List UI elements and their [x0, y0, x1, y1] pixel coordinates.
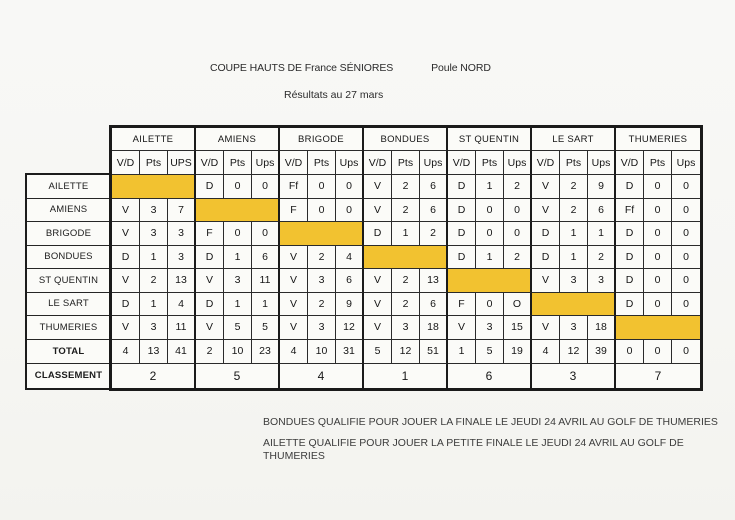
result-cell: 5 [224, 316, 252, 340]
result-cell: V [448, 316, 476, 340]
stat-subheader: Pts [476, 151, 504, 175]
result-cell: 3 [392, 316, 420, 340]
result-cell: 3 [560, 316, 588, 340]
result-cell: 0 [224, 175, 252, 199]
total-cell: 23 [252, 340, 280, 364]
result-cell: 2 [392, 293, 420, 317]
result-cell: D [616, 269, 644, 293]
result-cell: V [532, 175, 560, 199]
result-cell: Ff [280, 175, 308, 199]
total-cell: 5 [476, 340, 504, 364]
stat-subheader: V/D [280, 151, 308, 175]
result-cell: V [196, 316, 224, 340]
row-label: LE SART [27, 293, 110, 317]
result-cell: 6 [420, 293, 448, 317]
total-cell: 31 [336, 340, 364, 364]
result-cell: 11 [252, 269, 280, 293]
results-date-subtitle: Résultats au 27 mars [284, 89, 384, 101]
result-cell: 0 [644, 246, 672, 270]
result-cell: 1 [224, 293, 252, 317]
result-cell: D [532, 246, 560, 270]
result-cell: 5 [252, 316, 280, 340]
total-cell: 2 [196, 340, 224, 364]
row-label: CLASSEMENT [34, 370, 103, 381]
result-cell: D [196, 175, 224, 199]
result-cell: 1 [476, 175, 504, 199]
result-cell: V [280, 269, 308, 293]
result-cell: 9 [588, 175, 616, 199]
total-cell: 0 [644, 340, 672, 364]
result-cell: 3 [588, 269, 616, 293]
result-cell: 3 [140, 316, 168, 340]
result-cell: 2 [420, 222, 448, 246]
result-cell: 1 [560, 222, 588, 246]
row-label: BONDUES [27, 246, 110, 270]
result-cell: V [364, 199, 392, 223]
result-cell: 3 [168, 222, 196, 246]
result-cell: D [532, 222, 560, 246]
team-column-header: BRIGODE [280, 128, 364, 151]
result-cell: V [196, 269, 224, 293]
result-cell: 0 [644, 199, 672, 223]
result-cell: 0 [336, 199, 364, 223]
result-cell: 2 [504, 246, 532, 270]
result-cell: 6 [420, 199, 448, 223]
self-match-cell [112, 175, 196, 199]
result-cell: F [196, 222, 224, 246]
total-cell: 10 [308, 340, 336, 364]
result-cell: 2 [560, 175, 588, 199]
result-cell: 3 [308, 316, 336, 340]
result-cell: V [112, 199, 140, 223]
result-cell: D [112, 246, 140, 270]
result-cell: 0 [336, 175, 364, 199]
result-cell: V [364, 316, 392, 340]
team-column-header: AMIENS [196, 128, 280, 151]
result-cell: V [280, 293, 308, 317]
page-title: COUPE HAUTS DE France SÉNIORES [210, 62, 394, 74]
result-cell: F [448, 293, 476, 317]
result-cell: 1 [252, 293, 280, 317]
result-cell: 0 [644, 269, 672, 293]
result-cell: 0 [672, 175, 700, 199]
result-cell: V [364, 269, 392, 293]
result-cell: 4 [168, 293, 196, 317]
qualification-note-finale: BONDUES QUALIFIE POUR JOUER LA FINALE LE JEUDI 24 AVRIL AU GOLF DE THUMERIES [263, 416, 718, 428]
total-cell: 0 [672, 340, 700, 364]
row-label-column [25, 173, 112, 390]
result-cell: V [364, 293, 392, 317]
result-cell: 0 [644, 222, 672, 246]
result-cell: 0 [644, 175, 672, 199]
result-cell: D [616, 222, 644, 246]
total-cell: 19 [504, 340, 532, 364]
result-cell: D [112, 293, 140, 317]
result-cell: D [616, 175, 644, 199]
result-cell: 0 [672, 293, 700, 317]
row-label: AILETTE [27, 175, 110, 199]
stat-subheader: Ups [504, 151, 532, 175]
result-cell: V [112, 222, 140, 246]
result-cell: D [616, 246, 644, 270]
result-cell: 0 [308, 175, 336, 199]
result-cell: D [616, 293, 644, 317]
result-cell: 18 [420, 316, 448, 340]
result-cell: D [448, 199, 476, 223]
team-column-header: ST QUENTIN [448, 128, 532, 151]
result-cell: 1 [476, 246, 504, 270]
result-cell: D [448, 175, 476, 199]
result-cell: 1 [224, 246, 252, 270]
result-cell: 13 [168, 269, 196, 293]
result-cell: 15 [504, 316, 532, 340]
result-cell: 6 [252, 246, 280, 270]
result-cell: 3 [308, 269, 336, 293]
classement-cell: 4 [280, 364, 364, 388]
result-cell: 3 [140, 222, 168, 246]
qualification-note-petite-finale: AILETTE QUALIFIE POUR JOUER LA PETITE FINALE LE JEUDI 24 AVRIL AU GOLF DE THUMERIES [263, 437, 684, 463]
total-cell: 0 [616, 340, 644, 364]
result-cell: 3 [168, 246, 196, 270]
result-cell: 0 [252, 175, 280, 199]
page-header [210, 62, 491, 74]
result-cell: F [280, 199, 308, 223]
row-label: BRIGODE [27, 222, 110, 246]
total-cell: 12 [560, 340, 588, 364]
result-cell: 1 [560, 246, 588, 270]
result-cell: V [532, 316, 560, 340]
result-cell: V [532, 269, 560, 293]
result-cell: 0 [476, 293, 504, 317]
team-column-header: BONDUES [364, 128, 448, 151]
result-cell: 1 [588, 222, 616, 246]
result-cell: 4 [336, 246, 364, 270]
classement-cell: 2 [112, 364, 196, 388]
total-cell: 39 [588, 340, 616, 364]
result-cell: O [504, 293, 532, 317]
result-cell: D [448, 222, 476, 246]
stat-subheader: V/D [616, 151, 644, 175]
classement-cell: 5 [196, 364, 280, 388]
total-cell: 13 [140, 340, 168, 364]
total-cell: 5 [364, 340, 392, 364]
result-cell: 2 [308, 246, 336, 270]
stat-subheader: Ups [252, 151, 280, 175]
result-cell: 0 [504, 222, 532, 246]
stat-subheader: Pts [308, 151, 336, 175]
poule-label: Poule NORD [431, 62, 491, 74]
result-cell: 0 [672, 222, 700, 246]
result-cell: 1 [392, 222, 420, 246]
classement-cell: 7 [654, 368, 662, 383]
result-cell: Ff [616, 199, 644, 223]
stat-subheader: V/D [196, 151, 224, 175]
result-cell: 0 [672, 246, 700, 270]
result-cell: V [280, 246, 308, 270]
result-cell: 0 [252, 222, 280, 246]
result-cell: 2 [392, 175, 420, 199]
results-table-grid [109, 125, 703, 391]
classement-cell: 3 [532, 364, 616, 388]
result-cell: V [280, 316, 308, 340]
result-cell: 12 [336, 316, 364, 340]
stat-subheader: Pts [392, 151, 420, 175]
result-cell: D [196, 293, 224, 317]
stat-subheader: Pts [140, 151, 168, 175]
result-cell: 0 [308, 199, 336, 223]
result-cell: 3 [224, 269, 252, 293]
total-cell: 4 [280, 340, 308, 364]
result-cell: 2 [308, 293, 336, 317]
result-cell: 6 [588, 199, 616, 223]
stat-subheader: Ups [672, 151, 700, 175]
row-label: ST QUENTIN [27, 269, 110, 293]
stat-subheader: V/D [532, 151, 560, 175]
self-match-cell [280, 222, 364, 246]
self-match-cell [532, 293, 616, 317]
result-cell: 0 [672, 269, 700, 293]
result-cell: 2 [560, 199, 588, 223]
result-cell: V [532, 199, 560, 223]
stat-subheader: V/D [364, 151, 392, 175]
result-cell: 0 [672, 199, 700, 223]
stat-subheader: V/D [112, 151, 140, 175]
classement-cell: 1 [364, 364, 448, 388]
result-cell: V [112, 269, 140, 293]
result-cell: 0 [644, 293, 672, 317]
result-cell: 3 [140, 199, 168, 223]
total-cell: 41 [168, 340, 196, 364]
self-match-cell [196, 199, 280, 223]
self-match-cell [616, 316, 700, 340]
stat-subheader: Pts [224, 151, 252, 175]
self-match-cell [364, 246, 448, 270]
result-cell: D [364, 222, 392, 246]
result-cell: 1 [140, 246, 168, 270]
stat-subheader: Ups [336, 151, 364, 175]
stat-subheader: Ups [420, 151, 448, 175]
result-cell: 11 [168, 316, 196, 340]
result-cell: D [196, 246, 224, 270]
qualification-notes [263, 416, 721, 471]
row-label: TOTAL [27, 340, 110, 364]
result-cell: 1 [140, 293, 168, 317]
stat-subheader: Pts [560, 151, 588, 175]
result-cell: 0 [224, 222, 252, 246]
result-cell: 3 [476, 316, 504, 340]
stat-subheader: Ups [588, 151, 616, 175]
result-cell: 2 [392, 199, 420, 223]
total-cell: 51 [420, 340, 448, 364]
result-cell: 0 [476, 199, 504, 223]
result-cell: 6 [420, 175, 448, 199]
team-column-header: AILETTE [112, 128, 196, 151]
total-cell: 12 [392, 340, 420, 364]
total-cell: 1 [448, 340, 476, 364]
result-cell: 13 [420, 269, 448, 293]
result-cell: 2 [392, 269, 420, 293]
row-label: THUMERIES [27, 316, 110, 340]
result-cell: 2 [140, 269, 168, 293]
result-cell: 7 [168, 199, 196, 223]
result-cell: D [448, 246, 476, 270]
result-cell: 2 [504, 175, 532, 199]
total-cell: 10 [224, 340, 252, 364]
stat-subheader: UPS [168, 151, 196, 175]
stat-subheader: V/D [448, 151, 476, 175]
self-match-cell [448, 269, 532, 293]
team-column-header: THUMERIES [616, 128, 700, 151]
row-label: AMIENS [27, 199, 110, 223]
team-column-header: LE SART [532, 128, 616, 151]
total-cell: 4 [112, 340, 140, 364]
result-cell: 9 [336, 293, 364, 317]
result-cell: 3 [560, 269, 588, 293]
result-cell: V [112, 316, 140, 340]
stat-subheader: Pts [644, 151, 672, 175]
result-cell: 0 [476, 222, 504, 246]
result-cell: 6 [336, 269, 364, 293]
result-cell: V [364, 175, 392, 199]
result-cell: 0 [504, 199, 532, 223]
classement-cell: 6 [448, 364, 532, 388]
total-cell: 4 [532, 340, 560, 364]
result-cell: 18 [588, 316, 616, 340]
result-cell: 2 [588, 246, 616, 270]
